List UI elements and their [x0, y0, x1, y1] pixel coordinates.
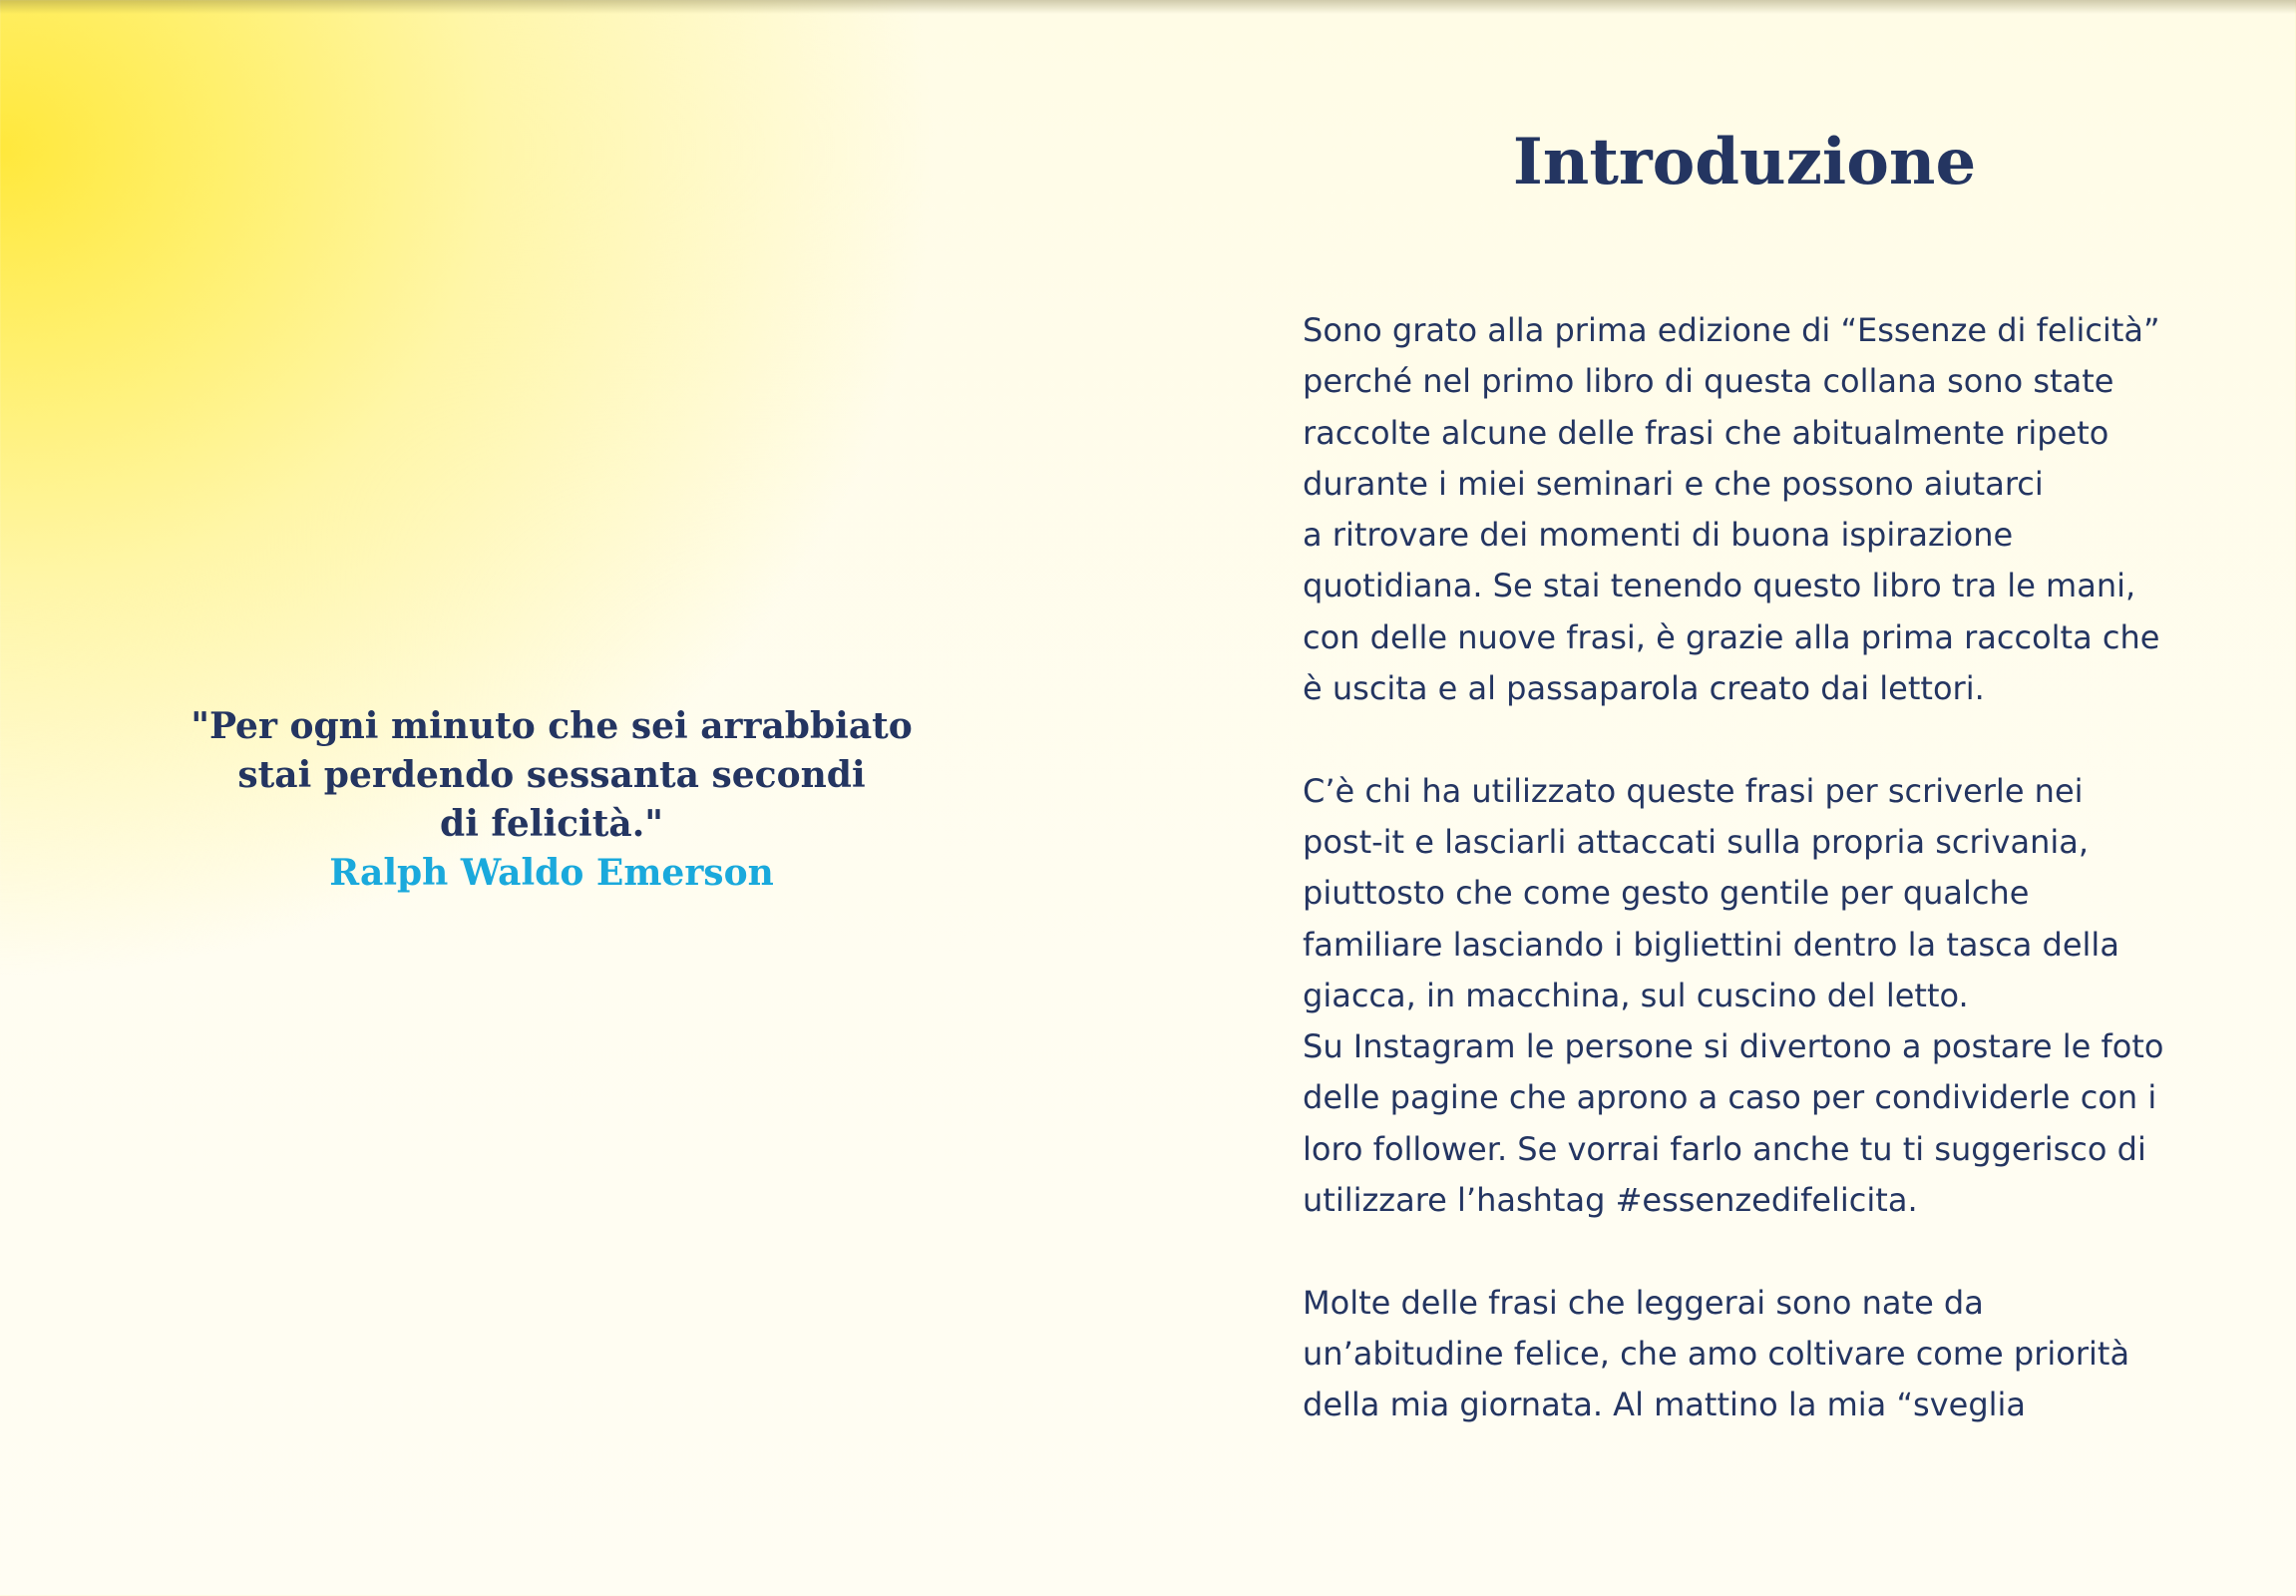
paragraph-3-line: Molte delle frasi che leggerai sono nate da [1303, 1283, 1984, 1322]
body-text [1303, 305, 2230, 1431]
chapter-title: Introduzione [1512, 125, 1977, 200]
paragraph-2-line: familiare lasciando i bigliettini dentro la tasca della [1303, 925, 2119, 964]
paragraph-1-line: quotidiana. Se stai tenendo questo libro tra le mani, [1303, 567, 2136, 605]
paragraph-1-line: Sono grato alla prima edizione di “Essenze di felicità” [1303, 311, 2160, 349]
paragraph-1-line: è uscita e al passaparola creato dai lettori. [1303, 669, 1985, 708]
quote-author: Ralph Waldo Emerson [329, 852, 774, 894]
paragraph-spacer [1303, 1226, 2230, 1277]
paragraph-3-line: un’abitudine felice, che amo coltivare come priorità [1303, 1334, 2130, 1373]
paragraph-2-line: delle pagine che aprono a caso per condividerle con i [1303, 1078, 2157, 1117]
paragraph-1-line: durante i miei seminari e che possono aiutarci [1303, 464, 2044, 503]
paragraph-2-line: utilizzare l’hashtag #essenzedifelicita. [1303, 1181, 1918, 1220]
paragraph-3-line: della mia giornata. Al mattino la mia “sveglia [1303, 1386, 2027, 1424]
paragraph-spacer [1303, 714, 2230, 765]
right-page [1148, 0, 2296, 1596]
paragraph-1-line: perché nel primo libro di questa collana sono state [1303, 362, 2114, 401]
epigraph-quote [120, 702, 983, 898]
paragraph-2-line: piuttosto che come gesto gentile per qualche [1303, 874, 2030, 913]
paragraph-2-line: C’è chi ha utilizzato queste frasi per scriverle nei [1303, 771, 2084, 810]
quote-line: di felicità." [440, 803, 663, 845]
quote-line: stai perdendo sessanta secondi [237, 754, 866, 796]
paragraph-1-line: raccolte alcune delle frasi che abitualmente ripeto [1303, 413, 2109, 452]
paragraph-1-line: con delle nuove frasi, è grazie alla prima raccolta che [1303, 617, 2160, 656]
paragraph-2-line: giacca, in macchina, sul cuscino del letto. [1303, 976, 1969, 1014]
quote-line: "Per ogni minuto che sei arrabbiato [191, 705, 913, 747]
paragraph-2-line: Su Instagram le persone si divertono a postare le foto [1303, 1027, 2164, 1066]
paragraph-1-line: a ritrovare dei momenti di buona ispirazione [1303, 516, 2014, 555]
paragraph-2-line: post-it e lasciarli attaccati sulla propria scrivania, [1303, 822, 2090, 861]
paragraph-2-line: loro follower. Se vorrai farlo anche tu ti suggerisco di [1303, 1129, 2146, 1168]
